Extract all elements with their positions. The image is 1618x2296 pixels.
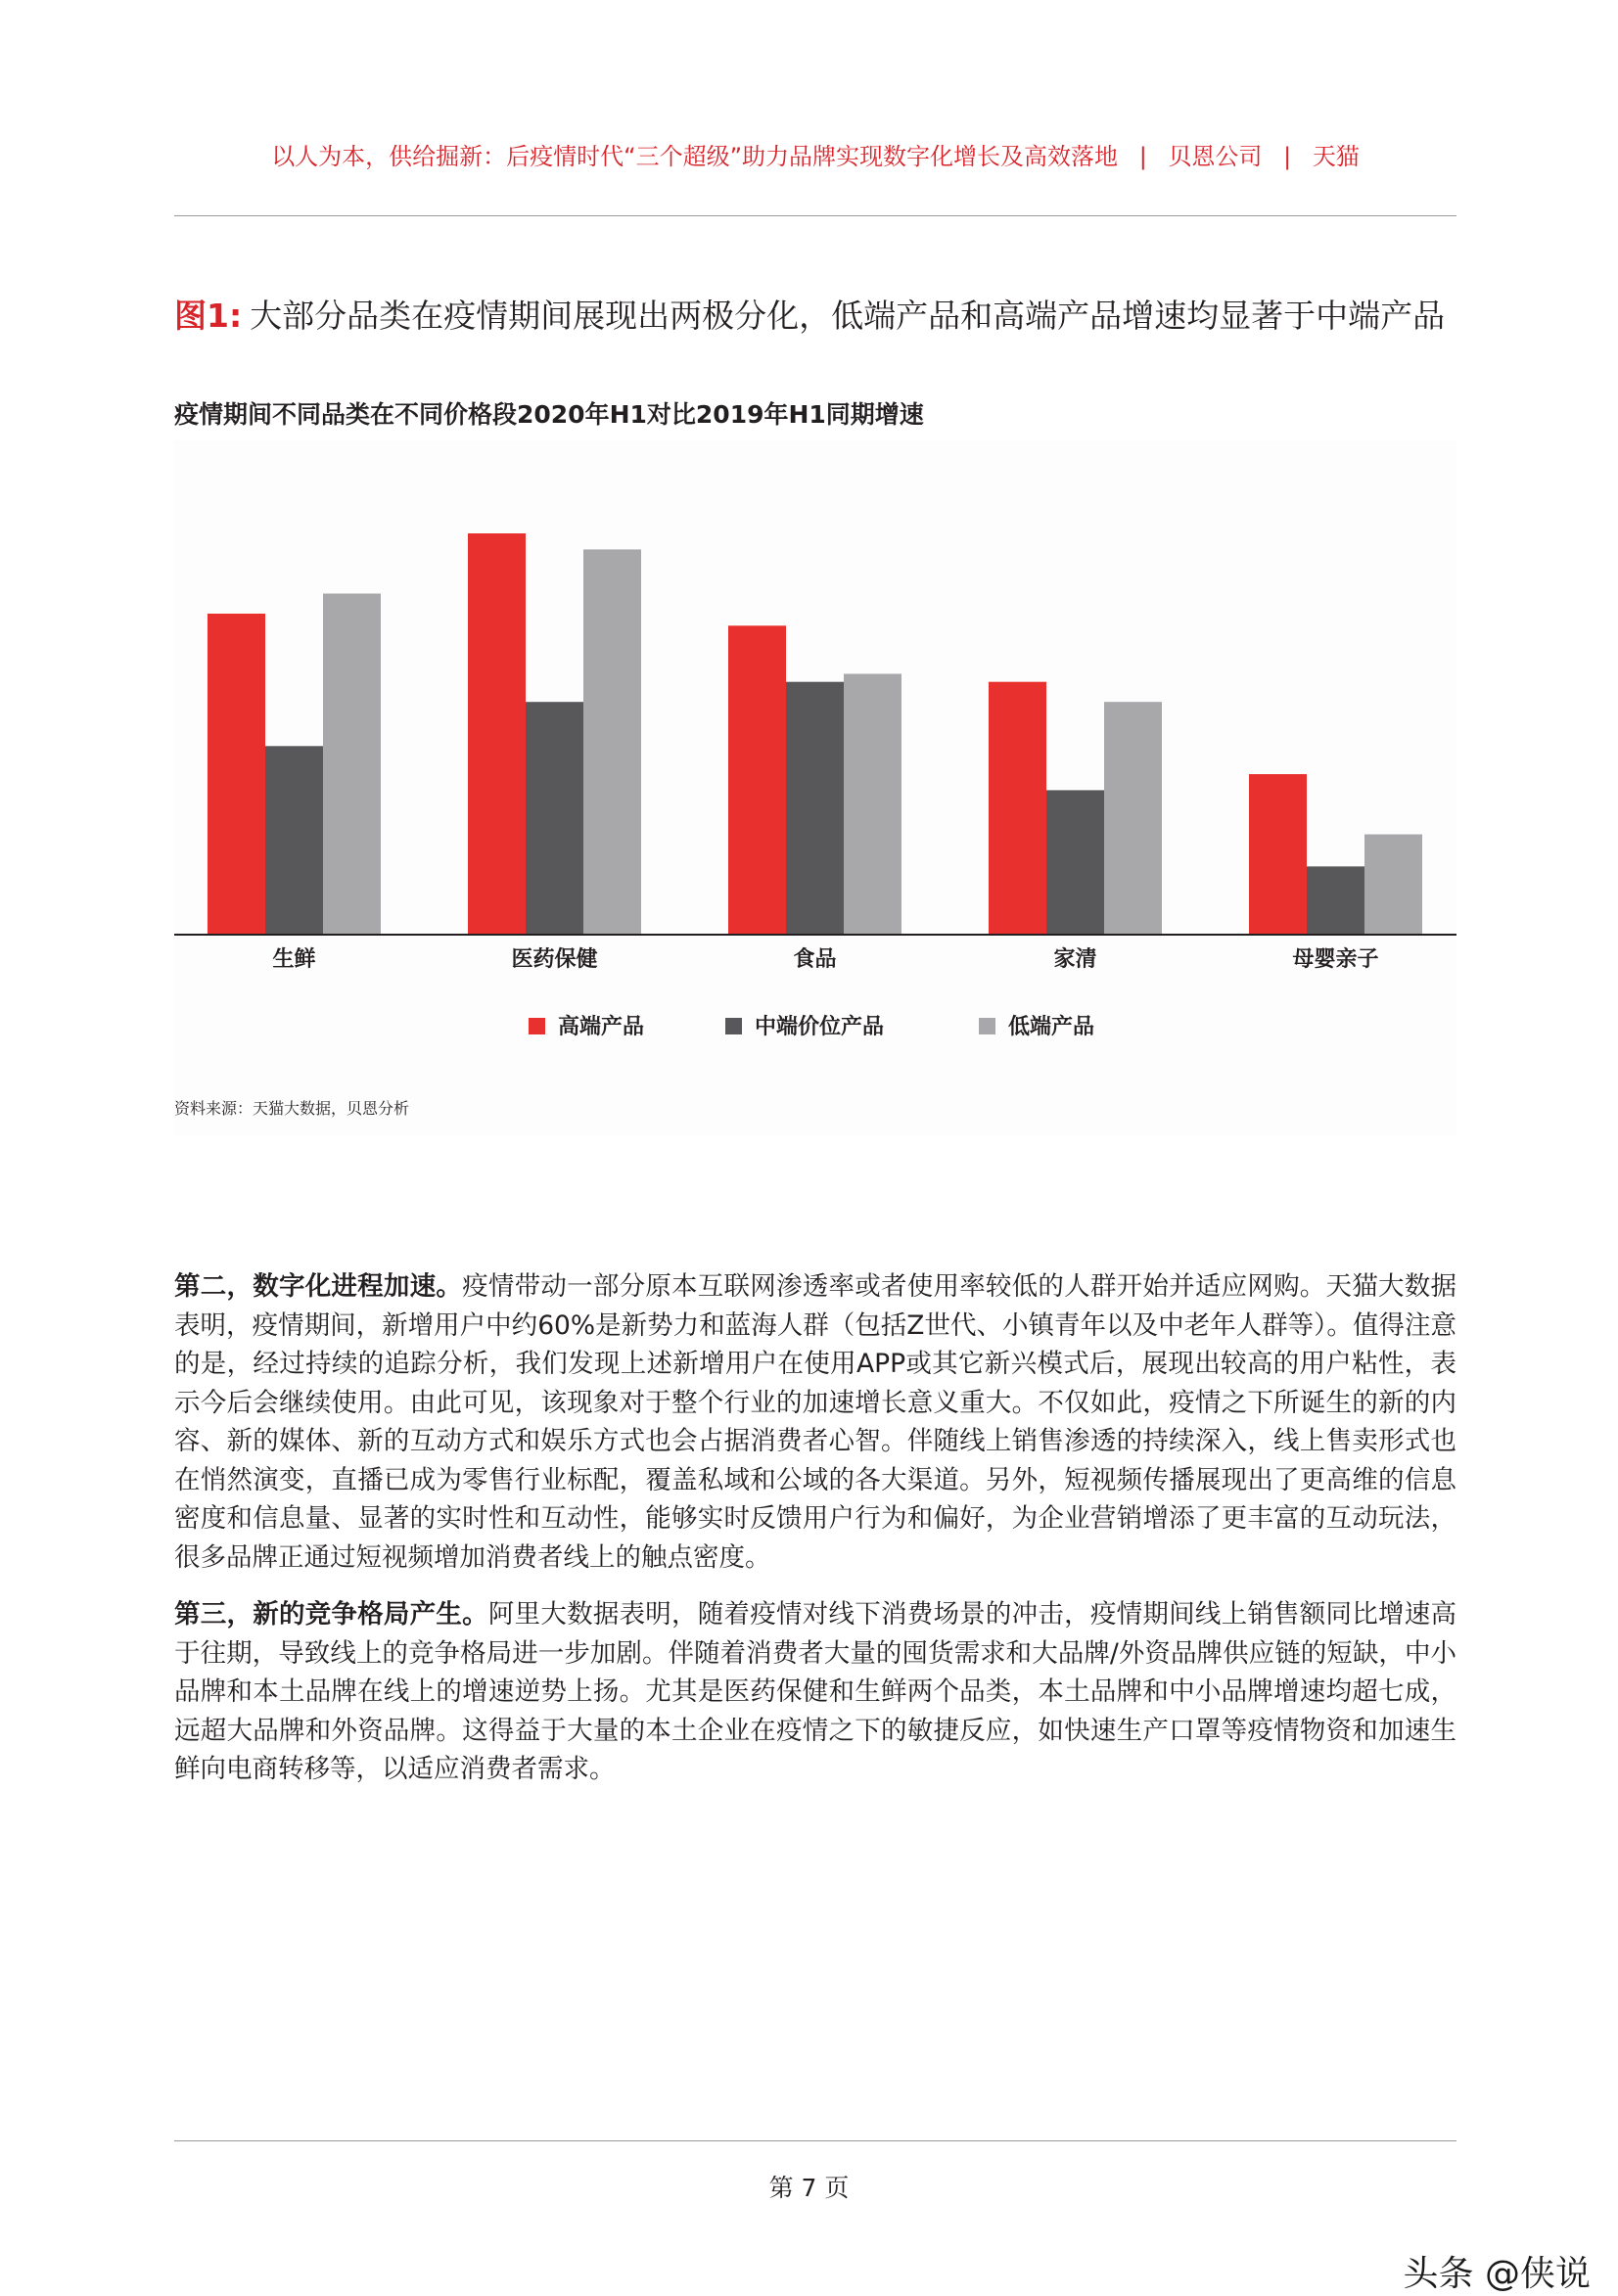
x-tick-label: 生鲜 bbox=[272, 947, 316, 972]
paragraph-text: 阿里大数据表明，随着疫情对线下消费场景的冲击，疫情期间线上销售额同比增速高于往期，导致线上的竞争格局进一步加剧。伴随着消费者大量的囤货需求和大品牌/外资品牌供应链的短缺，中小品牌和本土品牌在线上的增速逆势上扬。尤其是医药保健和生鲜两个品类，本土品牌和中小品牌增速均超七成，远超大品牌和外资品牌。这得益于大量的本土企业在疫情之下的敏捷反应，如快速生产口罩等疫情物资和加速生鲜向电商转移等，以适应消费者需求。 bbox=[174, 1599, 1456, 1784]
bar bbox=[1307, 866, 1364, 935]
header-title: 以人为本，供给掘新：后疫情时代“三个超级”助力品牌实现数字化增长及高效落地 bbox=[271, 143, 1119, 170]
x-tick-label: 医药保健 bbox=[511, 947, 598, 972]
bar bbox=[844, 674, 901, 936]
bar bbox=[728, 625, 786, 935]
bar bbox=[1249, 774, 1307, 935]
bar bbox=[1364, 835, 1422, 936]
chart-canvas bbox=[174, 440, 1456, 1135]
bar bbox=[1104, 702, 1162, 935]
bar bbox=[208, 614, 265, 935]
bar bbox=[786, 682, 844, 935]
page-prefix: 第 bbox=[768, 2174, 794, 2202]
bar bbox=[265, 746, 323, 935]
paragraph-lead: 第三，新的竞争格局产生。 bbox=[174, 1599, 488, 1630]
header-separator: | bbox=[1283, 143, 1292, 170]
header-separator: | bbox=[1138, 143, 1147, 170]
page-number bbox=[0, 2169, 1618, 2204]
legend-label: 低端产品 bbox=[1008, 1015, 1095, 1039]
legend-label: 高端产品 bbox=[558, 1015, 645, 1039]
paragraph-text: 疫情带动一部分原本互联网渗透率或者使用率较低的人群开始并适应网购。天猫大数据表明，疫情期间，新增用户中约60%是新势力和蓝海人群（包括Z世代、小镇青年以及中老年人群等）。值得注意的是，经过持续的追踪分析，我们发现上述新增用户在使用APP或其它新兴模式后，展现出较高的用户粘性，表示今后会继续使用。由此可见，该现象对于整个行业的加速增长意义重大。不仅如此，疫情之下所诞生的新的内容、新的媒体、新的互动方式和娱乐方式也会占据消费者心智。伴随线上销售渗透的持续深入，线上售卖形式也在悄然演变，直播已成为零售行业标配，覆盖私域和公域的各大渠道。另外，短视频传播展现出了更高维的信息密度和信息量、显著的实时性和互动性，能够实时反馈用户行为和偏好，为企业营销增添了更丰富的互动玩法，很多品牌正通过短视频增加消费者线上的触点密度。 bbox=[174, 1271, 1457, 1573]
footer-rule bbox=[174, 2140, 1456, 2141]
page-number-value: 7 bbox=[801, 2174, 817, 2202]
bar bbox=[989, 682, 1046, 935]
bar bbox=[1046, 790, 1104, 935]
page-suffix: 页 bbox=[824, 2174, 850, 2202]
legend-label: 中端价位产品 bbox=[755, 1015, 885, 1039]
bar bbox=[583, 549, 641, 935]
paragraph-competition bbox=[174, 1595, 1456, 1789]
x-tick-label: 家清 bbox=[1053, 947, 1097, 972]
header-rule bbox=[174, 215, 1456, 216]
legend-swatch bbox=[725, 1018, 742, 1034]
figure-title bbox=[174, 291, 1456, 337]
figure-caption: 大部分品类在疫情期间展现出两极分化，低端产品和高端产品增速均显著于中端产品 bbox=[250, 297, 1446, 335]
watermark: 头条 @侠说 bbox=[1403, 2254, 1591, 2294]
bar bbox=[526, 702, 583, 935]
legend-swatch bbox=[529, 1018, 545, 1034]
header-company: 贝恩公司 bbox=[1168, 143, 1263, 170]
x-tick-label: 食品 bbox=[793, 947, 837, 972]
bar bbox=[468, 533, 526, 935]
figure-colon: : bbox=[228, 297, 243, 335]
source-note: 资料来源：天猫大数据，贝恩分析 bbox=[174, 1099, 410, 1118]
x-tick-label: 母婴亲子 bbox=[1292, 947, 1379, 972]
running-header bbox=[174, 137, 1456, 171]
figure-number: 图1 bbox=[174, 297, 229, 335]
paragraph-digitalization bbox=[174, 1267, 1456, 1577]
paragraph-lead: 第二，数字化进程加速。 bbox=[174, 1271, 463, 1302]
bar-chart bbox=[174, 440, 1456, 1135]
chart-title: 疫情期间不同品类在不同价格段2020年H1对比2019年H1同期增速 bbox=[174, 400, 924, 429]
legend-swatch bbox=[979, 1018, 995, 1034]
header-partner: 天猫 bbox=[1312, 143, 1360, 170]
bar bbox=[323, 594, 381, 936]
